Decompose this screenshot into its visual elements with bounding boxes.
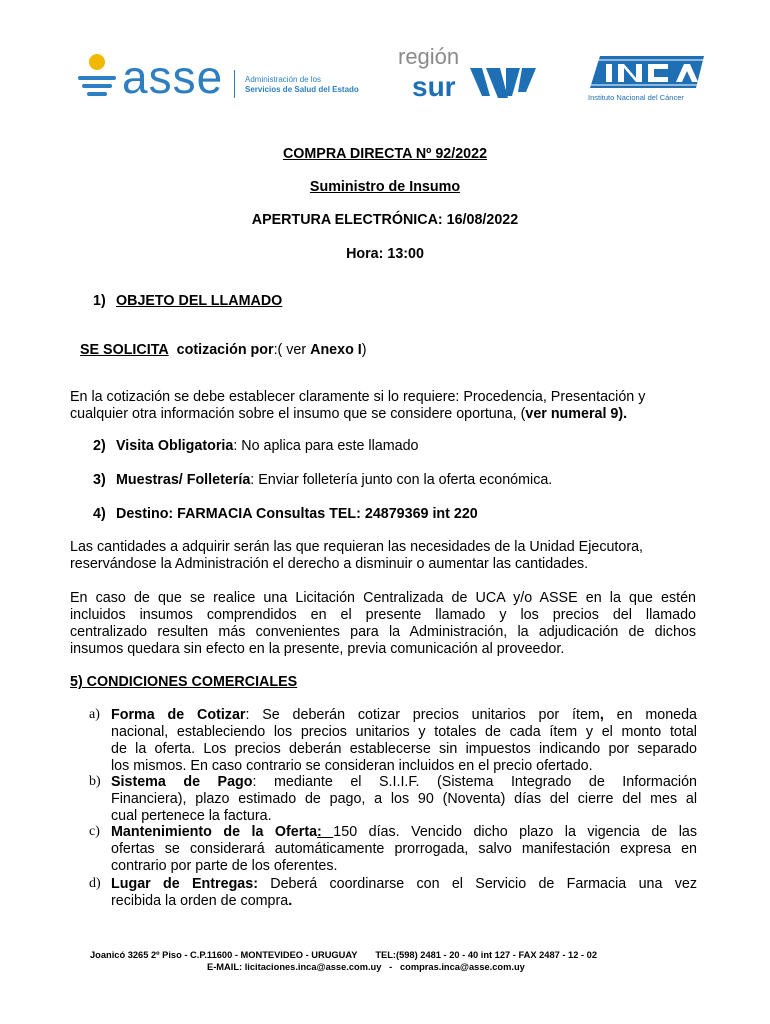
condition-d-label: Lugar de Entregas: — [111, 876, 258, 892]
region-wordmark: región — [398, 44, 460, 69]
asse-subtitle-line1: Administración de los — [245, 75, 322, 84]
condition-c-line-2: ofertas se considerará automáticamente prorrogada, salvo manifestación expresa en — [111, 841, 697, 857]
numeral-9-reference: ver numeral 9). — [525, 406, 628, 422]
document-title — [0, 146, 770, 163]
item-2-label: Visita Obligatoria — [116, 438, 234, 454]
item-2 — [116, 438, 419, 455]
condition-a-label: Forma de Cotizar — [111, 707, 246, 723]
document-subtitle — [0, 179, 770, 196]
item-2-number: 2) — [93, 438, 106, 454]
condition-a-line-1 — [111, 707, 697, 724]
condition-b-line-2: Financiera), plazo estimado de pago, a los 90 (Noventa) días del cierre del mes al — [111, 791, 697, 807]
compra-directa-title: COMPRA DIRECTA Nº 92/2022 — [282, 146, 488, 162]
hora-line: Hora: 13:00 — [346, 246, 424, 262]
item-3-text: : Enviar folletería junto con la oferta económica. — [250, 472, 553, 488]
licitacion-line-1: En caso de que se realice una Licitación Centralizada de UCA y/o ASSE en la que estén — [70, 590, 696, 606]
condition-a-line-2: nacional, estableciendo los precios unitarios y totales de cada ítem y el monto total — [111, 724, 697, 740]
footer-email — [207, 961, 525, 973]
asse-subtitle — [245, 75, 359, 95]
condition-d-line-1 — [111, 876, 697, 893]
condition-c-text-1: 150 días. Vencido dicho plazo la vigencia de las — [333, 824, 698, 840]
section-5-heading: 5) CONDICIONES COMERCIALES — [70, 674, 298, 690]
asse-divider — [234, 70, 235, 98]
asse-sun-logo-icon — [74, 52, 120, 102]
inca-logo-icon — [586, 54, 706, 94]
anexo-reference: Anexo I — [310, 342, 362, 358]
cotizacion-line-2-start: cualquier otra información sobre el insumo que se considere oportuna, ( — [70, 406, 526, 422]
item-3 — [116, 472, 552, 489]
cantidades-paragraph — [70, 539, 700, 573]
condition-a-line-3: de la oferta. Los precios deberán establecerse sin impuestos indicando por separado — [111, 741, 697, 757]
condition-c-colon: : — [317, 824, 334, 840]
condition-d — [111, 876, 697, 910]
solicita-close: ) — [361, 342, 367, 358]
asse-subtitle-line2: Servicios de Salud del Estado — [245, 85, 359, 94]
condition-c-label: Mantenimiento de la Oferta — [111, 824, 318, 840]
condition-b — [111, 774, 697, 825]
item-4-number: 4) — [93, 506, 106, 522]
licitacion-line-2: incluidos insumos comprendidos en el presente llamado y los precios del llamado — [70, 607, 696, 623]
footer-line-2: E-MAIL: licitaciones.inca@asse.com.uy - compras.inca@asse.com.uy — [207, 962, 525, 972]
licitacion-line-4: insumos quedara sin efecto en la presente, previa comunicación al proveedor. — [70, 641, 565, 657]
cotizacion-line-1: En la cotización se debe establecer claramente si lo requiere: Procedencia, Presentación y — [70, 389, 646, 405]
footer-line-1: Joanicó 3265 2º Piso - C.P.11600 - MONTEVIDEO - URUGUAY TEL:(598) 2481 - 20 - 40 int 127 - FAX 2487 - 12 - 02 — [90, 950, 598, 960]
item-4-label: Destino: FARMACIA Consultas TEL: 24879369 int 220 — [116, 506, 478, 522]
condition-a — [111, 707, 697, 775]
condition-b-letter: b) — [89, 774, 101, 789]
cotizacion-paragraph — [70, 389, 700, 423]
condition-b-label: Sistema de Pago — [111, 774, 253, 790]
item-4 — [116, 506, 478, 523]
condition-b-line-3: cual pertenece la factura. — [111, 808, 272, 824]
licitacion-line-3: centralizado resulten más convenientes para la Administración, la adjudicación de dichos — [70, 624, 696, 640]
condition-d-dot: . — [288, 893, 293, 909]
solicita-rest: :( ver — [273, 342, 311, 358]
item-2-text: : No aplica para este llamado — [233, 438, 419, 454]
item-3-number: 3) — [93, 472, 106, 488]
solicita-line — [80, 342, 367, 359]
condition-a-comma: , — [599, 707, 604, 723]
condition-c-line-1 — [111, 824, 697, 841]
condition-b-line-1 — [111, 774, 697, 791]
condition-a-line-4: los mismos. En caso contrario se consideran incluidos en el precio ofertado. — [111, 758, 593, 774]
section-1-number: 1) — [93, 293, 106, 309]
solicita-mid: cotización por — [176, 342, 274, 358]
suministro-subtitle: Suministro de Insumo — [309, 179, 461, 195]
condition-c-line-3: contrario por parte de los oferentes. — [111, 858, 338, 874]
footer-address — [90, 949, 597, 961]
asse-wordmark: asse — [122, 51, 224, 103]
solicita-lead: SE SOLICITA — [80, 342, 169, 358]
condition-c — [111, 824, 697, 875]
condition-a-text-1-end: en moneda — [603, 707, 697, 723]
apertura-line: APERTURA ELECTRÓNICA: 16/08/2022 — [251, 212, 519, 228]
cotizacion-line-2 — [70, 406, 700, 423]
licitacion-paragraph — [70, 590, 696, 658]
condition-c-letter: c) — [89, 824, 100, 839]
condition-d-letter: d) — [89, 876, 101, 891]
cantidades-line-2: reservándose la Administración el derecho a disminuir o aumentar las cantidades. — [70, 556, 589, 572]
section-1-heading: OBJETO DEL LLAMADO — [116, 293, 283, 309]
cantidades-line-1: Las cantidades a adquirir serán las que requieran las necesidades de la Unidad Ejecutora, — [70, 539, 644, 555]
inca-subtitle: Instituto Nacional del Cáncer — [588, 93, 684, 102]
condition-d-line-2 — [111, 893, 697, 910]
sur-wordmark: sur — [412, 71, 456, 102]
condition-a-text-1: : Se deberán cotizar precios unitarios por ítem — [245, 707, 600, 723]
condition-b-text-1: : mediante el S.I.I.F. (Sistema Integrado de Información — [252, 774, 697, 790]
item-3-label: Muestras/ Folletería — [116, 472, 251, 488]
condition-d-text-1: Deberá coordinarse con el Servicio de Farmacia una vez — [257, 876, 697, 892]
region-sur-wing-icon — [470, 66, 536, 100]
condition-d-text-2: recibida la orden de compra — [111, 893, 289, 909]
condition-a-letter: a) — [89, 707, 100, 722]
